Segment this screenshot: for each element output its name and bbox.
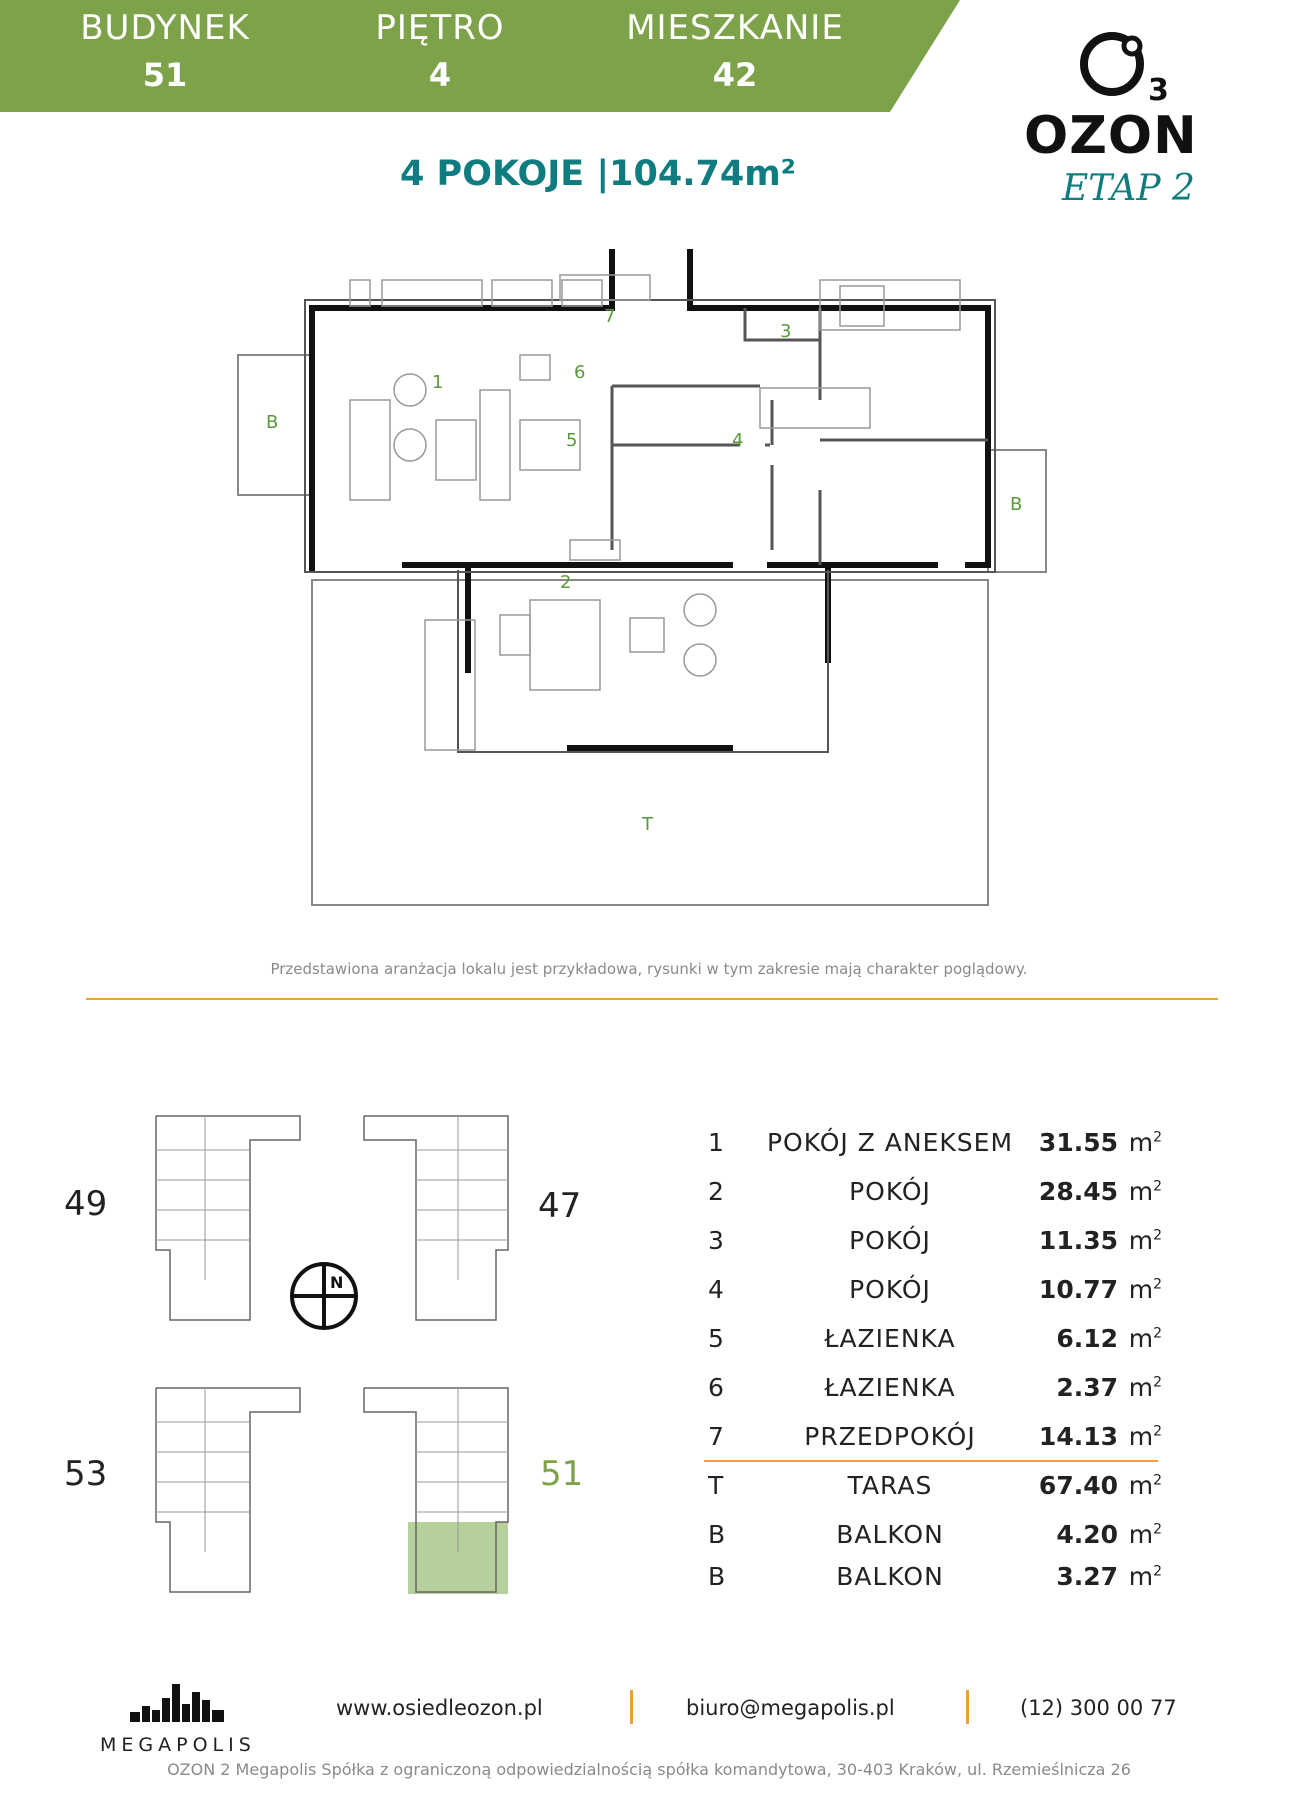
room-area: 3.27 <box>1056 1562 1118 1591</box>
furniture <box>350 275 960 750</box>
area-unit: $m^2$ <box>1128 1422 1162 1451</box>
interior-walls <box>612 308 988 565</box>
area-unit: $m^2$ <box>1128 1226 1162 1255</box>
megapolis-wordmark: MEGAPOLIS <box>100 1734 256 1756</box>
room-label: 1 <box>432 372 444 393</box>
compass-icon <box>286 1258 366 1338</box>
room-label: 4 <box>732 430 744 451</box>
room-area: 2.37 <box>1056 1373 1118 1402</box>
room-number: 1 <box>708 1128 724 1157</box>
lower-room-outline <box>458 570 828 752</box>
website-link[interactable]: www.osiedleozon.pl <box>336 1696 543 1720</box>
room-number: 2 <box>708 1177 724 1206</box>
room-label: 3 <box>780 321 792 342</box>
building-info <box>60 8 270 94</box>
building-label: BUDYNEK <box>80 8 250 48</box>
o3-symbol-icon <box>1078 26 1198 106</box>
building-value: 51 <box>142 56 188 94</box>
room-number: 6 <box>708 1373 724 1402</box>
room-area: 10.77 <box>1038 1275 1118 1304</box>
building-53-label: 53 <box>64 1454 108 1494</box>
logo-brand: OZON <box>1024 106 1198 166</box>
room-area: 67.40 <box>1038 1471 1118 1500</box>
building-49-label: 49 <box>64 1184 108 1224</box>
email-link[interactable]: biuro@megapolis.pl <box>686 1696 895 1720</box>
area-unit: $m^2$ <box>1128 1177 1162 1206</box>
room-number: B <box>708 1562 726 1591</box>
rooms-area-title: 4 POKOJE |104.74m² <box>400 154 797 194</box>
area-row <box>700 1461 1170 1510</box>
area-row <box>700 1216 1170 1265</box>
building-51-key <box>358 1382 518 1602</box>
room-label: 5 <box>566 430 578 451</box>
logo-stage: ETAP 2 <box>1062 168 1195 209</box>
room-number: B <box>708 1520 726 1549</box>
floor-value: 4 <box>428 56 452 94</box>
room-name: PRZEDPOKÓJ <box>804 1422 976 1451</box>
area-unit: $m^2$ <box>1128 1128 1162 1157</box>
exterior-walls <box>312 252 988 748</box>
area-row <box>700 1265 1170 1314</box>
apartment-value: 42 <box>712 56 758 94</box>
room-name: POKÓJ <box>849 1226 931 1255</box>
building-51-label: 51 <box>540 1454 584 1494</box>
area-row <box>700 1167 1170 1216</box>
terrace-outline <box>312 580 988 905</box>
building-53-key <box>150 1382 310 1602</box>
apartment-info <box>590 8 880 94</box>
room-name: ŁAZIENKA <box>824 1373 956 1402</box>
floor-plan <box>200 240 1080 920</box>
room-area: 14.13 <box>1038 1422 1118 1451</box>
room-area: 28.45 <box>1038 1177 1118 1206</box>
room-number: 4 <box>708 1275 724 1304</box>
room-number: 5 <box>708 1324 724 1353</box>
footer-separator <box>630 1690 633 1724</box>
skyline-icon <box>130 1676 250 1726</box>
area-row <box>700 1510 1170 1552</box>
room-number: 7 <box>708 1422 724 1451</box>
room-name: BALKON <box>836 1562 944 1591</box>
room-number: T <box>708 1471 724 1500</box>
room-name: TARAS <box>847 1471 933 1500</box>
area-table <box>700 1118 1170 1594</box>
room-name: ŁAZIENKA <box>824 1324 956 1353</box>
floor-label: PIĘTRO <box>375 8 505 48</box>
megapolis-logo <box>100 1676 280 1766</box>
area-unit: $m^2$ <box>1128 1324 1162 1353</box>
section-divider <box>86 998 1218 1000</box>
building-47-label: 47 <box>538 1186 582 1226</box>
room-label: 7 <box>604 306 616 327</box>
room-area: 6.12 <box>1056 1324 1118 1353</box>
building-47-key <box>358 1110 518 1330</box>
floor-info <box>340 8 540 94</box>
area-row <box>700 1552 1170 1594</box>
area-unit: $m^2$ <box>1128 1471 1162 1500</box>
room-number: 3 <box>708 1226 724 1255</box>
room-label: 6 <box>574 362 586 383</box>
area-row <box>700 1118 1170 1167</box>
room-label: T <box>642 814 653 835</box>
room-area: 11.35 <box>1038 1226 1118 1255</box>
room-label: B <box>266 412 279 433</box>
legal-text: OZON 2 Megapolis Spółka z ograniczoną odpowiedzialnością spółka komandytowa, 30-403 Kraków, ul. Rzemieślnicza 26 <box>167 1760 1131 1779</box>
ozon-logo <box>1010 26 1240 216</box>
table-divider <box>704 1460 1158 1462</box>
room-area: 4.20 <box>1056 1520 1118 1549</box>
room-label: B <box>1010 494 1023 515</box>
phone-number[interactable]: (12) 300 00 77 <box>1020 1696 1177 1720</box>
apartment-label: MIESZKANIE <box>626 8 844 48</box>
area-unit: $m^2$ <box>1128 1562 1162 1591</box>
compass-letter: N <box>330 1273 344 1292</box>
area-row <box>700 1363 1170 1412</box>
room-name: POKÓJ Z ANEKSEM <box>766 1128 1014 1157</box>
disclaimer-text: Przedstawiona aranżacja lokalu jest przykładowa, rysunki w tym zakresie mają charakter poglądowy. <box>270 960 1028 978</box>
room-name: POKÓJ <box>849 1177 931 1206</box>
room-area: 31.55 <box>1038 1128 1118 1157</box>
area-row <box>700 1412 1170 1461</box>
area-unit: $m^2$ <box>1128 1373 1162 1402</box>
area-row <box>700 1314 1170 1363</box>
area-unit: $m^2$ <box>1128 1275 1162 1304</box>
symbol-subscript: 3 <box>1148 73 1169 106</box>
room-name: POKÓJ <box>849 1275 931 1304</box>
footer-separator <box>966 1690 969 1724</box>
room-name: BALKON <box>836 1520 944 1549</box>
area-unit: $m^2$ <box>1128 1520 1162 1549</box>
room-label: 2 <box>560 572 572 593</box>
upper-unit-outline <box>305 300 995 572</box>
